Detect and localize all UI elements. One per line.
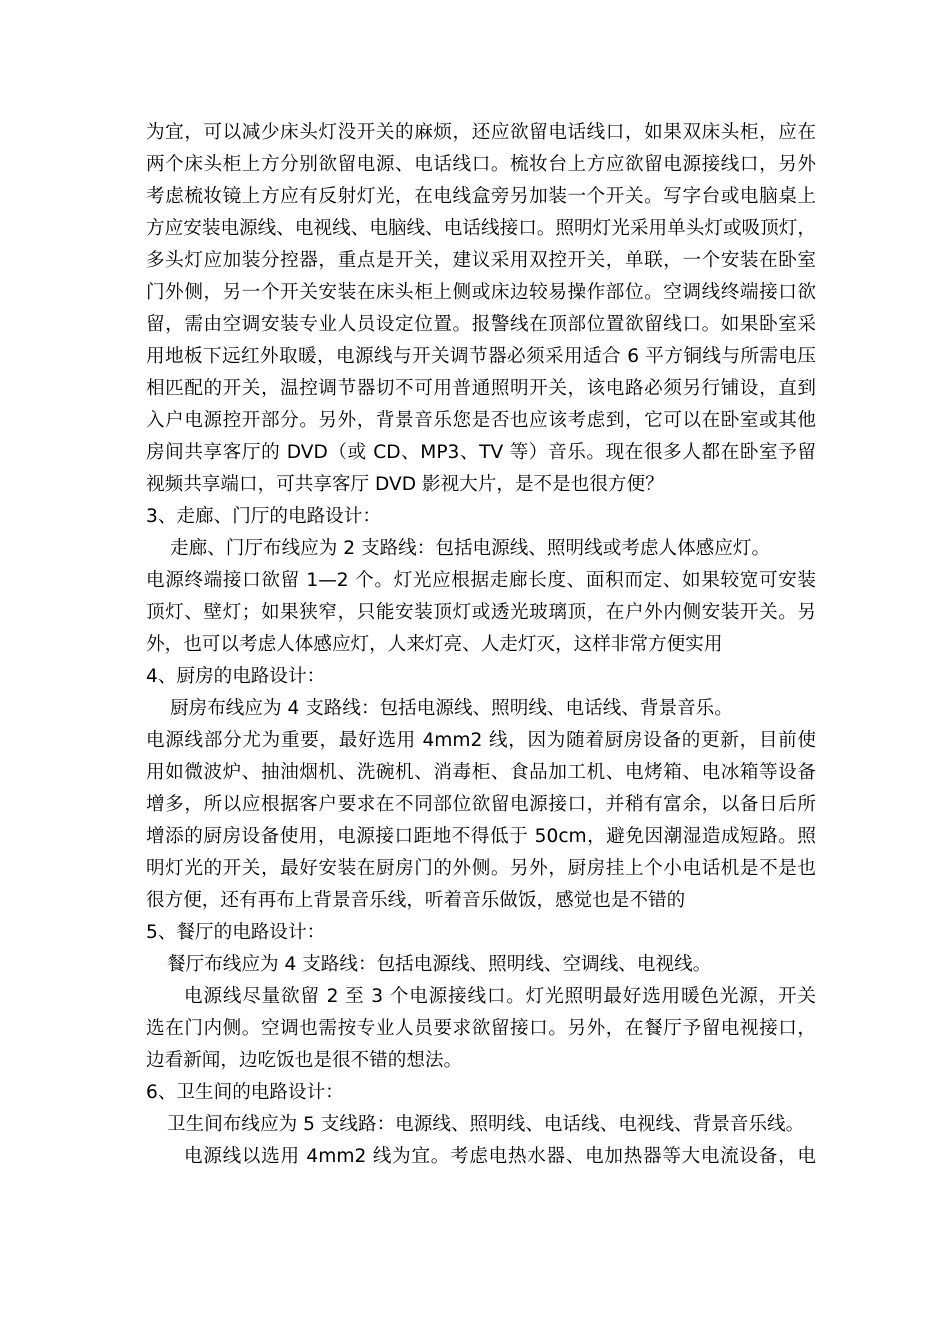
paragraph-line: 为宜，可以减少床头灯没开关的麻烦，还应欲留电话线口，如果双床头柜，应在	[146, 122, 816, 143]
paragraph-line: 多头灯应加装分控器，重点是开关，建议采用双控开关，单联，一个安装在卧室	[146, 250, 816, 271]
paragraph-line: 明灯光的开关，最好安装在厨房门的外侧。另外，厨房挂上个小电话机是不是也	[146, 858, 816, 879]
paragraph-line: 餐厅布线应为 4 支路线：包括电源线、照明线、空调线、电视线。	[167, 954, 712, 975]
paragraph-line: 相匹配的开关，温控调节器切不可用普通照明开关，该电路必须另行铺设，直到	[146, 378, 816, 399]
paragraph-line: 外，也可以考虑人体感应灯，人来灯亮、人走灯灭，这样非常方便实用	[146, 634, 723, 655]
paragraph-line: 入户电源控开部分。另外，背景音乐您是否也应该考虑到，它可以在卧室或其他	[146, 410, 816, 431]
paragraph-line: 门外侧，另一个开关安装在床头柜上侧或床边较易操作部位。空调线终端接口欲	[146, 282, 816, 303]
paragraph-line: 卫生间布线应为 5 支线路：电源线、照明线、电话线、电视线、背景音乐线。	[167, 1114, 805, 1135]
paragraph-line: 选在门内侧。空调也需按专业人员要求欲留接口。另外，在餐厅予留电视接口，	[146, 1018, 816, 1039]
paragraph-line: 留，需由空调安装专业人员设定位置。报警线在顶部位置欲留线口。如果卧室采	[146, 314, 816, 335]
paragraph-line: 用地板下远红外取暖，电源线与开关调节器必须采用适合 6 平方铜线与所需电压	[146, 346, 816, 367]
paragraph-line: 电源线尽量欲留 2 至 3 个电源接线口。灯光照明最好选用暖色光源，开关	[184, 986, 816, 1007]
paragraph-line: 房间共享客厅的 DVD（或 CD、MP3、TV 等）音乐。现在很多人都在卧室予留	[146, 442, 816, 463]
section-heading-dining: 5、餐厅的电路设计：	[146, 922, 326, 943]
paragraph-line: 视频共享端口，可共享客厅 DVD 影视大片，是不是也很方便？	[146, 474, 664, 495]
paragraph-line: 边看新闻，边吃饭也是很不错的想法。	[146, 1050, 463, 1071]
paragraph-line: 增添的厨房设备使用，电源接口距地不得低于 50cm，避免因潮湿造成短路。照	[146, 826, 816, 847]
paragraph-line: 电源线以选用 4mm2 线为宜。考虑电热水器、电加热器等大电流设备，电	[184, 1146, 816, 1167]
paragraph-line: 走廊、门厅布线应为 2 支路线：包括电源线、照明线或考虑人体感应灯。	[170, 538, 771, 559]
paragraph-line: 增多，所以应根据客户要求在不同部位欲留电源接口，并稍有富余，以备日后所	[146, 794, 816, 815]
paragraph-line: 电源终端接口欲留 1—2 个。灯光应根据走廊长度、面积而定、如果较宽可安装	[146, 570, 816, 591]
paragraph-line: 顶灯、壁灯；如果狭窄，只能安装顶灯或透光玻璃顶，在户外内侧安装开关。另	[146, 602, 816, 623]
paragraph-line: 用如微波炉、抽油烟机、洗碗机、消毒柜、食品加工机、电烤箱、电冰箱等设备	[146, 762, 816, 783]
paragraph-line: 很方便，还有再布上背景音乐线，听着音乐做饭，感觉也是不错的	[146, 890, 686, 911]
paragraph-line: 电源线部分尤为重要，最好选用 4mm2 线，因为随着厨房设备的更新，目前使	[146, 730, 816, 751]
paragraph-line: 方应安装电源线、电视线、电脑线、电话线接口。照明灯光采用单头灯或吸顶灯，	[146, 218, 816, 239]
section-heading-corridor: 3、走廊、门厅的电路设计：	[146, 506, 381, 527]
paragraph-line: 厨房布线应为 4 支路线：包括电源线、照明线、电话线、背景音乐。	[170, 698, 733, 719]
section-heading-bathroom: 6、卫生间的电路设计：	[146, 1082, 344, 1103]
paragraph-line: 两个床头柜上方分别欲留电源、电话线口。梳妆台上方应欲留电源接线口，另外	[146, 154, 816, 175]
paragraph-line: 考虑梳妆镜上方应有反射灯光，在电线盒旁另加装一个开关。写字台或电脑桌上	[146, 186, 816, 207]
section-heading-kitchen: 4、厨房的电路设计：	[146, 666, 326, 687]
